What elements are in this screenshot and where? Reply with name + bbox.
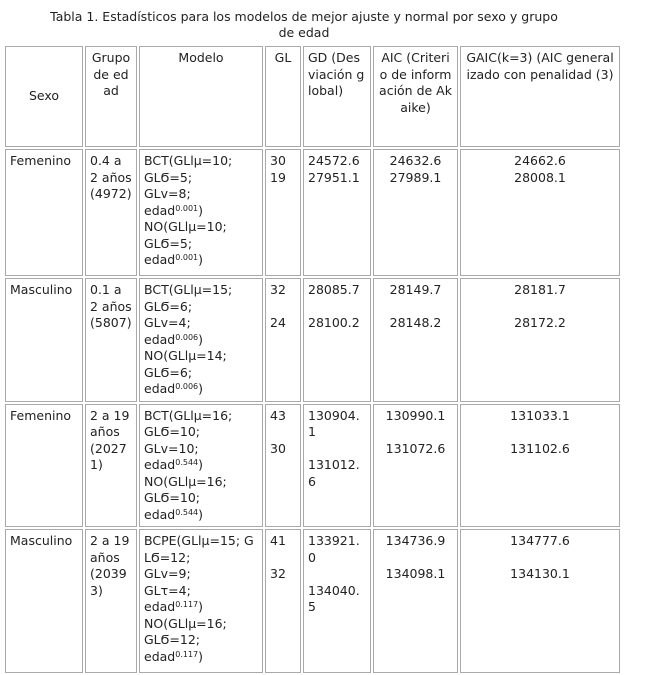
modelo-line: [144, 252, 258, 269]
caption-line-2: de edad: [278, 25, 330, 40]
cell-aic-value: [378, 550, 453, 567]
cell-gl: [265, 404, 301, 528]
cell-gl-value: [270, 424, 296, 441]
cell-gl: [265, 529, 301, 673]
modelo-close: ): [198, 202, 204, 218]
cell-sexo: Femenino: [5, 404, 83, 528]
cell-modelo: [139, 149, 263, 276]
modelo-close: ): [198, 457, 204, 472]
cell-modelo: [139, 529, 263, 673]
modelo-line: [144, 408, 258, 425]
modelo-text: BCT(GLlμ=10;: [144, 153, 233, 168]
modelo-exponent: 0.006: [175, 332, 199, 342]
statistics-table: [3, 44, 622, 675]
cell-gd-value: [308, 566, 366, 583]
modelo-text: GLϬ=5;: [144, 169, 193, 185]
cell-gd: [303, 149, 371, 276]
modelo-text: GLϬ=6;: [144, 364, 193, 380]
modelo-line: [144, 490, 258, 507]
modelo-line: [144, 170, 258, 187]
modelo-close: ): [198, 599, 204, 614]
cell-aic-value: 134098.1: [385, 566, 446, 581]
cell-aic: [373, 529, 458, 673]
header-row: [5, 46, 620, 147]
modelo-text: edad: [144, 252, 176, 267]
modelo-text: GLϬ=6;: [144, 298, 193, 314]
modelo-text: edad: [144, 506, 176, 522]
cell-grupo: 2 a 19 años (20271): [85, 404, 137, 528]
modelo-exponent: 0.006: [175, 382, 199, 391]
cell-gaic: [460, 149, 620, 276]
modelo-text: GLτ=4;: [144, 582, 191, 598]
modelo-text: GLϬ=10;: [144, 424, 200, 439]
modelo-text: BCPE(GLlμ=15; GLϬ=12;: [144, 533, 254, 565]
cell-gaic-value: 28172.2: [514, 315, 566, 330]
modelo-text: edad: [144, 457, 176, 472]
cell-gaic-value: 131102.6: [510, 440, 570, 456]
cell-aic-value: 27989.1: [389, 169, 442, 185]
cell-aic-value: 130990.1: [385, 407, 446, 423]
modelo-text: NO(GLlμ=16;: [144, 473, 227, 489]
header-gl: GL: [265, 46, 301, 147]
modelo-close: ): [198, 331, 204, 347]
modelo-line: [144, 566, 258, 583]
cell-sexo: Masculino: [5, 278, 83, 402]
cell-gaic-value: 28181.7: [514, 282, 566, 297]
cell-gaic: [460, 278, 620, 402]
cell-gd-value: 131012.6: [308, 457, 360, 489]
header-gaic: GAIC(k=3) (AIC generalizado con penalidad (3): [460, 46, 620, 147]
table-caption: [14, 9, 594, 41]
modelo-exponent: 0.544: [175, 458, 199, 467]
cell-gl-value: 32: [270, 282, 286, 297]
modelo-exponent: 0.117: [175, 649, 199, 659]
modelo-text: NO(GLlμ=10;: [144, 219, 227, 234]
modelo-close: ): [198, 252, 204, 267]
cell-gaic-value: [465, 550, 615, 567]
modelo-exponent: 0.001: [175, 253, 199, 262]
cell-gl: [265, 278, 301, 402]
modelo-line: [144, 365, 258, 382]
cell-gd-value: 28085.7: [308, 282, 360, 297]
cell-sexo: Femenino: [5, 149, 83, 276]
cell-aic-value: [378, 299, 453, 316]
modelo-line: [144, 474, 258, 491]
modelo-line: [144, 507, 258, 524]
header-gd: GD (Desviación global): [303, 46, 371, 147]
modelo-line: [144, 203, 258, 220]
cell-gaic-value: [465, 299, 615, 316]
modelo-exponent: 0.544: [175, 507, 199, 517]
cell-gaic-value: 131033.1: [510, 407, 570, 423]
table-row: [5, 529, 620, 673]
cell-grupo: 0.1 a 2 años (5807): [85, 278, 137, 402]
cell-grupo: 2 a 19 años (20393): [85, 529, 137, 673]
modelo-line: [144, 599, 258, 616]
modelo-exponent: 0.001: [175, 203, 199, 213]
modelo-text: edad: [144, 331, 176, 347]
cell-gl-value: 30: [270, 153, 286, 168]
cell-gd: [303, 404, 371, 528]
header-sexo: Sexo: [5, 46, 83, 147]
cell-gaic-value: 24662.6: [514, 153, 566, 168]
modelo-line: [144, 153, 258, 170]
modelo-line: [144, 649, 258, 666]
modelo-line: [144, 348, 258, 365]
modelo-line: [144, 315, 258, 332]
header-modelo: Modelo: [139, 46, 263, 147]
modelo-text: BCT(GLlμ=15;: [144, 282, 233, 297]
cell-aic-value: 131072.6: [385, 440, 446, 456]
cell-gl-value: [270, 299, 296, 316]
cell-aic: [373, 149, 458, 276]
modelo-close: ): [198, 648, 204, 664]
modelo-exponent: 0.117: [175, 600, 199, 609]
header-aic: AIC (Criterio de información de Akaike): [373, 46, 458, 147]
modelo-line: [144, 332, 258, 349]
cell-gd-value: 27951.1: [308, 169, 360, 185]
header-grupo: Grupo de edad: [85, 46, 137, 147]
modelo-line: [144, 299, 258, 316]
cell-aic: [373, 278, 458, 402]
cell-gaic-value: 134130.1: [510, 566, 570, 581]
modelo-line: [144, 186, 258, 203]
modelo-close: ): [198, 381, 204, 396]
modelo-line: [144, 236, 258, 253]
modelo-text: NO(GLlμ=14;: [144, 348, 227, 363]
modelo-text: GLϬ=5;: [144, 235, 193, 251]
cell-aic-value: 24632.6: [389, 153, 442, 168]
cell-gd-value: 133921.0: [308, 533, 360, 565]
cell-gd-value: [308, 441, 366, 458]
cell-gl-value: 43: [270, 407, 286, 423]
table-row: [5, 149, 620, 276]
modelo-line: [144, 583, 258, 600]
cell-grupo: 0.4 a 2 años (4972): [85, 149, 137, 276]
cell-modelo: [139, 278, 263, 402]
modelo-text: GLϬ=10;: [144, 490, 200, 505]
cell-gaic: [460, 529, 620, 673]
modelo-text: edad: [144, 202, 176, 218]
modelo-text: GLv=9;: [144, 566, 191, 581]
cell-sexo: Masculino: [5, 529, 83, 673]
modelo-close: ): [198, 506, 204, 522]
cell-gl: [265, 149, 301, 276]
cell-gd: [303, 278, 371, 402]
cell-modelo: [139, 404, 263, 528]
table-row: [5, 278, 620, 402]
modelo-text: edad: [144, 599, 176, 614]
cell-aic-value: 28148.2: [389, 315, 442, 330]
cell-gaic-value: 134777.6: [510, 533, 570, 548]
cell-gd-value: 134040.5: [308, 582, 360, 614]
modelo-text: GLv=8;: [144, 186, 191, 201]
cell-gl-value: 19: [270, 169, 286, 185]
table-row: [5, 404, 620, 528]
cell-gaic-value: 28008.1: [514, 169, 566, 185]
modelo-line: [144, 616, 258, 633]
modelo-text: NO(GLlμ=16;: [144, 615, 227, 631]
modelo-line: [144, 441, 258, 458]
modelo-line: [144, 533, 258, 566]
cell-gd-value: 130904.1: [308, 407, 360, 439]
modelo-text: BCT(GLlμ=16;: [144, 407, 233, 423]
modelo-line: [144, 282, 258, 299]
modelo-line: [144, 219, 258, 236]
modelo-line: [144, 424, 258, 441]
caption-line-1: Tabla 1. Estadísticos para los modelos de mejor ajuste y normal por sexo y grupo: [50, 9, 558, 24]
modelo-text: GLϬ=12;: [144, 632, 200, 647]
cell-gd-value: [308, 299, 366, 316]
cell-aic-value: 28149.7: [389, 282, 442, 297]
cell-gl-value: 30: [270, 440, 286, 456]
modelo-line: [144, 457, 258, 474]
cell-gd-value: 24572.6: [308, 153, 360, 168]
cell-aic-value: [378, 424, 453, 441]
cell-gl-value: 41: [270, 533, 286, 548]
modelo-text: edad: [144, 648, 176, 664]
modelo-line: [144, 381, 258, 398]
cell-gd: [303, 529, 371, 673]
cell-aic: [373, 404, 458, 528]
cell-gl-value: 32: [270, 566, 286, 581]
modelo-text: GLv=4;: [144, 315, 191, 330]
modelo-line: [144, 632, 258, 649]
modelo-text: edad: [144, 381, 176, 396]
cell-aic-value: 134736.9: [385, 533, 446, 548]
cell-gaic-value: [465, 424, 615, 441]
cell-gd-value: 28100.2: [308, 315, 360, 330]
cell-gl-value: [270, 550, 296, 567]
cell-gaic: [460, 404, 620, 528]
cell-gl-value: 24: [270, 315, 286, 330]
modelo-text: GLv=10;: [144, 440, 199, 456]
